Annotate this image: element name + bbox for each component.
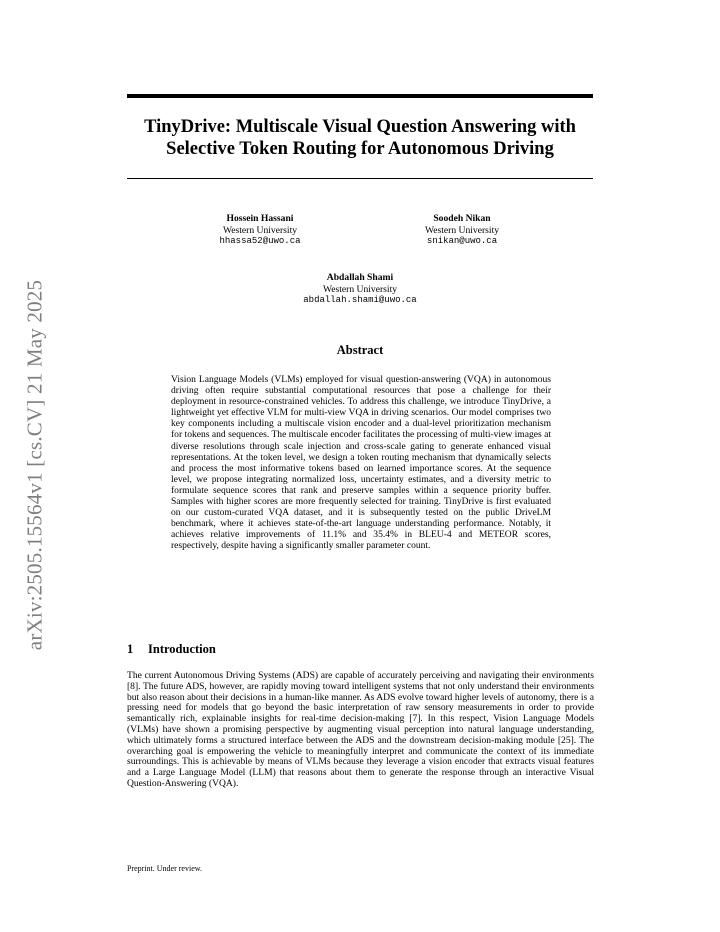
preprint-footnote: Preprint. Under review. xyxy=(127,864,203,873)
author-affiliation: Western University xyxy=(424,224,500,236)
author-email: hhassa52@uwo.ca xyxy=(219,236,301,246)
title-bottom-rule xyxy=(127,178,593,179)
title-line-2: Selective Token Routing for Autonomous Driving xyxy=(166,139,554,159)
section-heading xyxy=(127,642,216,657)
author-name: Hossein Hassani xyxy=(226,213,294,224)
author-name: Abdallah Shami xyxy=(326,272,394,283)
section-number: 1 xyxy=(127,642,134,656)
title-top-rule xyxy=(127,94,593,98)
author-name: Soodeh Nikan xyxy=(433,213,491,224)
abstract-text: Vision Language Models (VLMs) employed for visual question-answering (VQA) in autonomous driving often require substantial computational resources that pose a challenge for their deployment in resource-constrained vehicles. To address this challenge, we introduce TinyDrive, a lightweight yet effective VLM for multi-view VQA in driving scenarios. Our model comprises two key components including a multiscale vision encoder and a dual-level prioritization mechanism for tokens and sequences. The multiscale encoder facilitates the processing of multi-view images at diverse resolutions through scale injection and cross-scale gating to generate enhanced visual representations. At the token level, we design a token routing mechanism that dynamically selects and process the most informative tokens based on learned importance scores. At the sequence level, we propose integrating normalized loss, uncertainty estimates, and a diversity metric to formulate sequence scores that rank and preserve samples within a sequence priority buffer. Samples with higher scores are more frequently selected for training. TinyDrive is first evaluated on our custom-curated VQA dataset, and it is subsequently tested on the public DriveLM benchmark, where it achieves state-of-the-art language understanding performance. Notably, it achieves relative improvements of 11.1% and 35.4% in BLEU-4 and METEOR scores, respectively, despite having a significantly smaller parameter count. xyxy=(171,374,551,552)
author-email: abdallah.shami@uwo.ca xyxy=(303,295,417,305)
author-affiliation: Western University xyxy=(322,283,398,295)
author-email: snikan@uwo.ca xyxy=(426,236,498,246)
abstract-heading: Abstract xyxy=(336,343,384,357)
author-card xyxy=(170,213,350,248)
arxiv-identifier-stamp: arXiv:2505.15564v1 [cs.CV] 21 May 2025 xyxy=(22,279,47,651)
author-affiliation: Western University xyxy=(222,224,298,236)
section-title: Introduction xyxy=(148,642,216,656)
author-card xyxy=(270,272,450,307)
paper-title xyxy=(118,116,602,160)
introduction-paragraph: The current Autonomous Driving Systems (ADS) are capable of accurately perceiving and navigating their environments [8]. The future ADS, however, are rapidly moving toward intelligent systems that not only understand their environments but also reason about their decisions in a human-like manner. As ADS evolve toward higher levels of autonomy, there is a pressing need for models that go beyond the basic interpretation of raw sensory measurements in order to provide semantically rich, explainable insights for real-time decision-making [7]. In this respect, Vision Language Models (VLMs) have shown a promising perspective by augmenting visual perception into natural language understanding, which ultimately forms a structured interface between the ADS and the downstream decision-making module [25]. The overarching goal is empowering the vehicle to meaningfully interpret and communicate the context of its immediate surroundings. This is achievable by means of VLMs because they leverage a vision encoder that extracts visual features and a Large Language Model (LLM) that reasons about them to generate the response through an interactive Visual Question-Answering (VQA). xyxy=(127,670,594,789)
title-line-1: TinyDrive: Multiscale Visual Question Answering with xyxy=(144,117,576,137)
author-card xyxy=(372,213,552,248)
